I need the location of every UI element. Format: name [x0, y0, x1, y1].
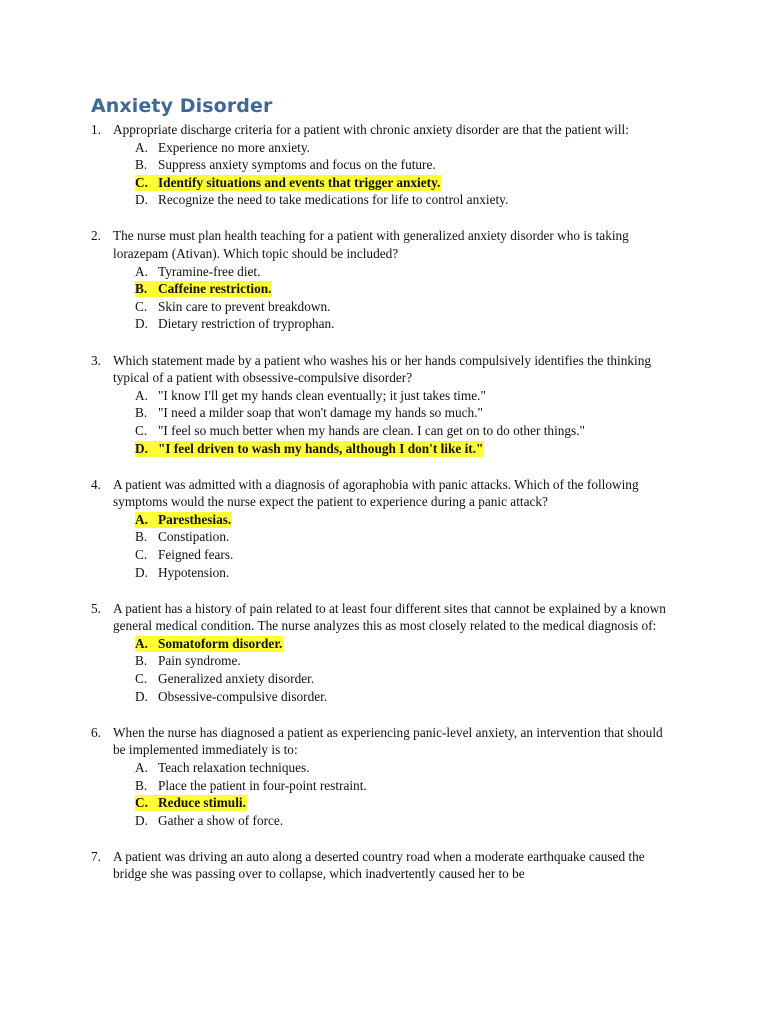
option-text: Generalized anxiety disorder. [158, 671, 315, 687]
option-letter: A. [135, 263, 148, 279]
option-text: Pain syndrome. [158, 653, 241, 669]
answer-highlight [135, 281, 272, 297]
option-text: Identify situations and events that trigger anxiety. [158, 174, 441, 190]
question-item [0, 227, 768, 333]
answer-option-correct [0, 511, 768, 529]
answer-option [0, 156, 768, 174]
answer-highlight [135, 512, 232, 528]
option-letter: D. [135, 564, 148, 580]
option-letter: B. [135, 405, 148, 421]
option-text: Tyramine-free diet. [158, 263, 261, 279]
question-list [0, 121, 768, 901]
option-letter: D. [135, 440, 148, 456]
option-letter: C. [135, 795, 148, 811]
option-text: Caffeine restriction. [158, 281, 272, 297]
option-letter: C. [135, 671, 148, 687]
option-text: Feigned fears. [158, 546, 234, 562]
option-text: "I need a milder soap that won't damage my hands so much." [158, 405, 483, 421]
option-text: Experience no more anxiety. [158, 139, 310, 155]
option-letter: B. [135, 157, 148, 173]
option-letter: A. [135, 759, 148, 775]
question-number: 7. [91, 848, 101, 864]
question-number: 1. [91, 122, 101, 137]
answer-option [0, 315, 768, 333]
question-item [0, 476, 768, 582]
answer-option [0, 404, 768, 422]
answer-option-correct [0, 794, 768, 812]
option-letter: C. [135, 422, 148, 438]
option-letter: B. [135, 529, 148, 545]
question-stem [0, 121, 673, 139]
option-text: Obsessive-compulsive disorder. [158, 688, 328, 704]
option-text: Dietary restriction of tryprophan. [158, 316, 335, 332]
answer-options [0, 263, 768, 333]
option-letter: C. [135, 298, 148, 314]
question-text: Appropriate discharge criteria for a patient with chronic anxiety disorder are that the patient will: [113, 122, 629, 137]
answer-highlight [135, 175, 441, 191]
question-stem [0, 476, 673, 511]
option-letter: A. [135, 511, 148, 527]
option-letter: C. [135, 546, 148, 562]
option-text: Suppress anxiety symptoms and focus on the future. [158, 157, 436, 173]
answer-option [0, 652, 768, 670]
page-title: Anxiety Disorder [91, 95, 273, 117]
question-text: The nurse must plan health teaching for a patient with generalized anxiety disorder who is taking lorazepam (Ativan). Which topic should be included? [113, 228, 629, 262]
answer-option [0, 528, 768, 546]
question-number: 5. [91, 600, 101, 616]
answer-highlight [135, 441, 484, 457]
answer-option [0, 777, 768, 795]
question-text: A patient was admitted with a diagnosis of agoraphobia with panic attacks. Which of the following symptoms would the nurse expect the patient to experience during a panic attack? [113, 476, 639, 510]
answer-options [0, 387, 768, 457]
question-number: 3. [91, 352, 101, 368]
option-text: Hypotension. [158, 564, 230, 580]
question-item [0, 724, 768, 830]
question-item [0, 121, 768, 209]
answer-option [0, 191, 768, 209]
question-item [0, 848, 768, 883]
answer-option [0, 263, 768, 281]
option-text: Place the patient in four-point restraint. [158, 777, 367, 793]
question-text: Which statement made by a patient who washes his or her hands compulsively identifies the thinking typical of a patient with obsessive-compulsive disorder? [113, 352, 652, 386]
question-stem [0, 352, 673, 387]
answer-option [0, 387, 768, 405]
option-letter: B. [135, 653, 148, 669]
answer-option [0, 759, 768, 777]
question-stem [0, 600, 673, 635]
answer-options [0, 511, 768, 581]
answer-option [0, 422, 768, 440]
answer-option [0, 298, 768, 316]
question-number: 6. [91, 724, 101, 740]
option-text: "I feel driven to wash my hands, although I don't like it." [158, 440, 484, 456]
question-item [0, 600, 768, 706]
question-stem [0, 848, 673, 883]
option-letter: D. [135, 688, 148, 704]
option-letter: D. [135, 812, 148, 828]
option-letter: D. [135, 316, 148, 332]
question-stem [0, 724, 673, 759]
option-text: Somatoform disorder. [158, 635, 283, 651]
option-text: Paresthesias. [158, 511, 232, 527]
answer-options [0, 139, 768, 209]
option-letter: A. [135, 139, 148, 155]
answer-option [0, 564, 768, 582]
answer-option [0, 546, 768, 564]
option-text: "I know I'll get my hands clean eventually; it just takes time." [158, 387, 486, 403]
answer-options [0, 759, 768, 829]
answer-option [0, 688, 768, 706]
question-number: 2. [91, 228, 101, 244]
question-text: A patient has a history of pain related to at least four different sites that cannot be explained by a known general medical condition. The nurse analyzes this as most closely related to the medical diagnosis of: [113, 600, 666, 634]
option-letter: D. [135, 192, 148, 208]
option-text: Constipation. [158, 529, 230, 545]
answer-option-correct [0, 635, 768, 653]
option-text: Skin care to prevent breakdown. [158, 298, 331, 314]
option-text: Recognize the need to take medications for life to control anxiety. [158, 192, 509, 208]
option-letter: A. [135, 635, 148, 651]
answer-options [0, 635, 768, 705]
option-text: Gather a show of force. [158, 812, 284, 828]
answer-option-correct [0, 440, 768, 458]
option-letter: C. [135, 174, 148, 190]
option-letter: B. [135, 777, 148, 793]
answer-option [0, 139, 768, 157]
answer-highlight [135, 795, 247, 811]
option-letter: B. [135, 281, 148, 297]
question-text: A patient was driving an auto along a deserted country road when a moderate earthquake caused the bridge she was passing over to collapse, which inadvertently caused her to be [113, 848, 645, 882]
option-text: "I feel so much better when my hands are clean. I can get on to do other things." [158, 422, 585, 438]
option-text: Reduce stimuli. [158, 795, 246, 811]
question-number: 4. [91, 476, 101, 492]
question-item [0, 352, 768, 458]
answer-option [0, 670, 768, 688]
answer-option [0, 812, 768, 830]
option-text: Teach relaxation techniques. [158, 759, 310, 775]
answer-option-correct [0, 280, 768, 298]
question-text: When the nurse has diagnosed a patient as experiencing panic-level anxiety, an intervention that should be implemented immediately is to: [113, 724, 663, 758]
answer-option-correct [0, 174, 768, 192]
option-letter: A. [135, 387, 148, 403]
question-stem [0, 227, 673, 262]
answer-highlight [135, 636, 283, 652]
